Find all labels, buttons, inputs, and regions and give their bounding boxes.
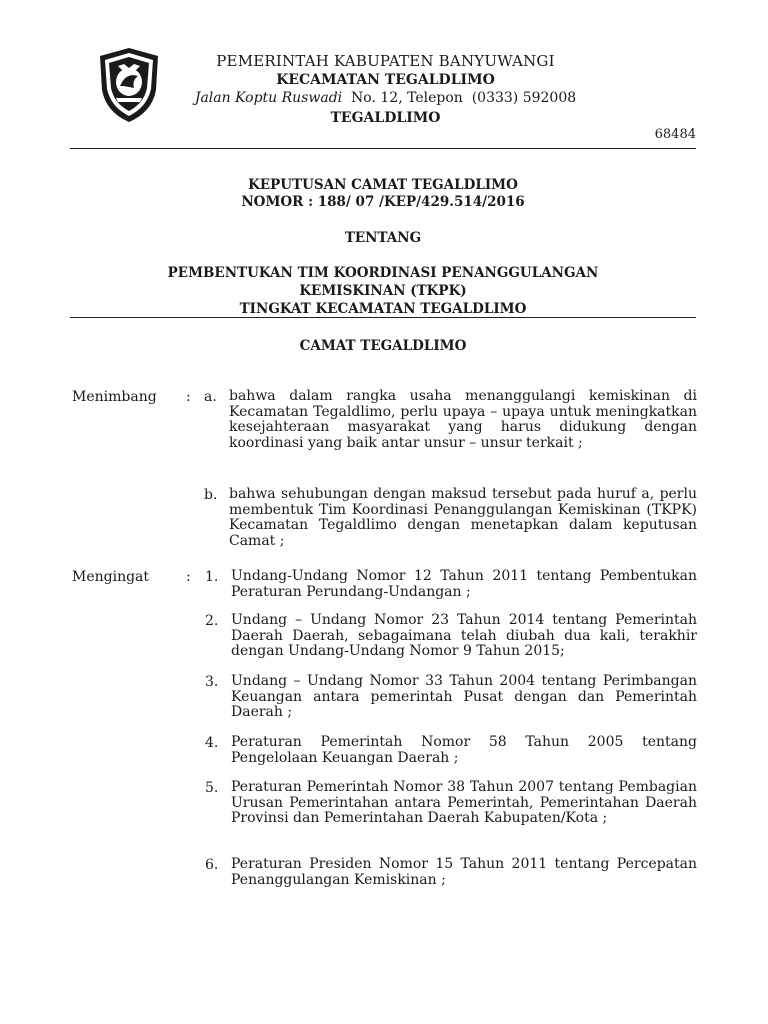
mengingat-number: 3.: [205, 674, 219, 690]
mengingat-number: 1.: [205, 569, 219, 585]
mengingat-item: Peraturan Presiden Nomor 15 Tahun 2011 tentang Percepatan Penanggulangan Kemiskinan ;: [231, 856, 697, 888]
mengingat-item: Undang – Undang Nomor 33 Tahun 2004 tentang Perimbangan Keuangan antara pemerintah Pusat dengan dan Pemerintah Daerah ;: [231, 673, 697, 721]
menimbang-colon: :: [186, 389, 191, 405]
district-name: KECAMATAN TEGALDLIMO: [276, 72, 495, 88]
address-street: Jalan Koptu Ruswadi: [194, 90, 343, 106]
mengingat-item: Undang-Undang Nomor 12 Tahun 2011 tentang Pembentukan Peraturan Perundang-Undangan ;: [231, 568, 697, 600]
menimbang-marker: b.: [204, 487, 218, 503]
mengingat-item: Peraturan Pemerintah Nomor 38 Tahun 2007 tentang Pembagian Urusan Pemerintahan antara Pemerintah, Pemerintahan Daerah Provinsi dan Pemerintahan Daerah Kabupaten/Kota ;: [231, 779, 697, 827]
postal-code: 68484: [654, 127, 696, 142]
mengingat-number: 6.: [205, 857, 219, 873]
letterhead-divider: [70, 148, 696, 149]
menimbang-marker: a.: [204, 389, 217, 405]
mengingat-item: Peraturan Pemerintah Nomor 58 Tahun 2005 tentang Pengelolaan Keuangan Daerah ;: [231, 734, 697, 766]
city-name: TEGALDLIMO: [330, 110, 441, 126]
mengingat-colon: :: [186, 569, 191, 585]
mengingat-item: Undang – Undang Nomor 23 Tahun 2014 tentang Pemerintah Daerah Daerah, sebagaimana telah diubah dua kali, terakhir dengan Undang-Undang Nomor 9 Tahun 2015;: [231, 612, 697, 660]
decision-number: NOMOR : 188/ 07 /KEP/429.514/2016: [241, 194, 525, 210]
title-divider: [70, 317, 696, 318]
decision-subject-line-2: KEMISKINAN (TKPK): [299, 283, 467, 299]
decision-about: TENTANG: [344, 230, 422, 246]
decision-subject-line-1: PEMBENTUKAN TIM KOORDINASI PENANGGULANGAN: [167, 265, 599, 281]
mengingat-label: Mengingat: [72, 569, 150, 585]
mengingat-number: 4.: [205, 735, 219, 751]
menimbang-item: bahwa dalam rangka usaha menanggulangi kemiskinan di Kecamatan Tegaldlimo, perlu upaya – upaya untuk meningkatkan kesejahteraan masyarakat yang harus didukung dengan koordinasi yang baik antar unsur – unsur terkait ;: [229, 388, 697, 451]
issuer-heading: CAMAT TEGALDLIMO: [299, 338, 467, 354]
address-phone: No. 12, Telepon (0333) 592008: [342, 90, 577, 106]
decision-subject-line-3: TINGKAT KECAMATAN TEGALDLIMO: [239, 301, 527, 317]
coat-of-arms-logo: [96, 46, 162, 124]
menimbang-item: bahwa sehubungan dengan maksud tersebut pada huruf a, perlu membentuk Tim Koordinasi Penanggulangan Kemiskinan (TKPK) Kecamatan Tegaldlimo dengan menetapkan dalam keputusan Camat ;: [229, 486, 697, 549]
government-name: PEMERINTAH KABUPATEN BANYUWANGI: [216, 52, 555, 70]
menimbang-label: Menimbang: [72, 389, 157, 405]
decision-title: KEPUTUSAN CAMAT TEGALDLIMO: [248, 177, 518, 193]
mengingat-number: 2.: [205, 613, 219, 629]
mengingat-number: 5.: [205, 780, 219, 796]
office-address: [168, 90, 603, 106]
